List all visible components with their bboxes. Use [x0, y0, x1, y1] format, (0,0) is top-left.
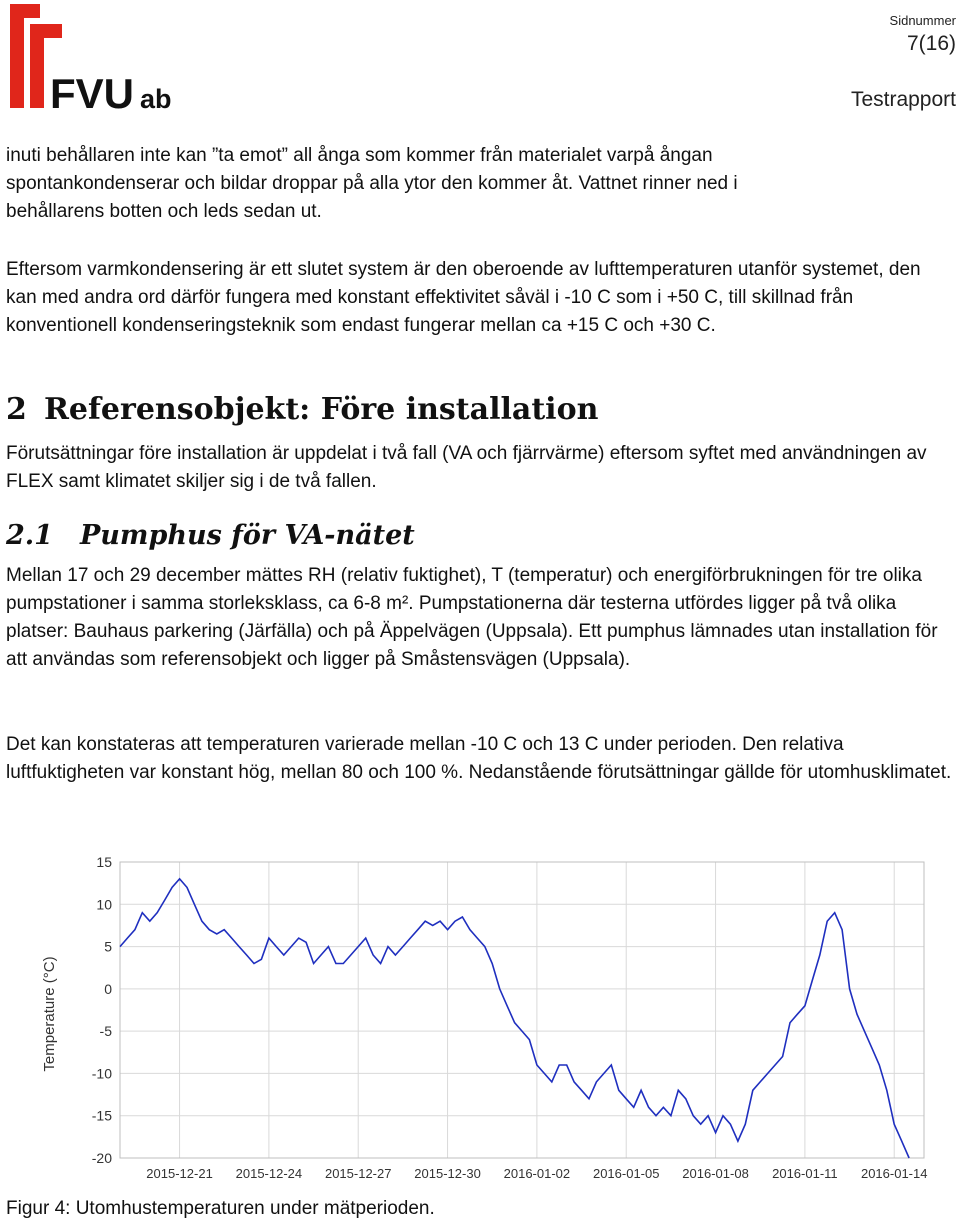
document-title: Testrapport	[850, 88, 956, 111]
x-tick-label: 2015-12-30	[414, 1166, 481, 1181]
x-tick-label: 2015-12-21	[146, 1166, 213, 1181]
x-tick-label: 2015-12-24	[235, 1166, 303, 1181]
x-tick-label: 2016-01-05	[592, 1166, 660, 1181]
y-tick-label: 10	[96, 896, 112, 913]
subsection-title: Pumphus för VA-nätet	[80, 520, 415, 551]
y-axis-ticks	[92, 854, 112, 1166]
logo-ab-text: ab	[140, 84, 172, 114]
company-logo	[6, 4, 181, 114]
figure-caption: Figur 4: Utomhustemperaturen under mätperioden.	[6, 1198, 435, 1219]
x-tick-label: 2016-01-11	[772, 1166, 838, 1181]
y-tick-label: -5	[99, 1023, 112, 1040]
y-tick-label: -20	[91, 1150, 112, 1166]
y-axis-label: Temperature (°C)	[41, 956, 58, 1072]
y-tick-label: 5	[104, 938, 112, 955]
chart-grid	[120, 862, 924, 1158]
x-tick-label: 2015-12-27	[324, 1166, 392, 1181]
section-heading-2	[6, 392, 598, 427]
page-number: 7(16)	[906, 32, 956, 55]
fvu-logo-icon	[6, 4, 181, 114]
paragraph-conditions: Förutsättningar före installation är uppdelat i två fall (VA och fjärrvärme) eftersom syftet med användningen av FLEX samt klimatet skiljer sig i de två fallen.	[6, 443, 927, 492]
x-tick-label: 2016-01-14	[860, 1166, 928, 1181]
y-tick-label: -15	[91, 1107, 112, 1124]
paragraph-warmcondensing: Eftersom varmkondensering är ett slutet system är den oberoende av lufttemperaturen utanför systemet, den kan med andra ord därför fungera med konstant effektivitet såväl i -10 C som i +50 C, till skillnad från konventionell kondenseringsteknik som endast fungerar mellan ca +15 C och +30 C.	[6, 259, 921, 336]
paragraph-measurements: Mellan 17 och 29 december mättes RH (relativ fuktighet), T (temperatur) och energiförbrukningen för tre olika pumpstationer i samma storleksklass, ca 6-8 m². Pumpstationerna där testerna utfördes ligger på två olika platser: Bauhaus parkering (Järfälla) och på Äppelvägen (Uppsala). Ett pumphus lämnades utan installation för att användas som referensobjekt och ligger på Småstensvägen (Uppsala).	[6, 565, 938, 670]
x-tick-label: 2016-01-02	[503, 1166, 571, 1181]
page-number-label: Sidnummer	[889, 13, 956, 28]
x-tick-label: 2016-01-08	[682, 1166, 749, 1181]
y-tick-label: 15	[96, 854, 112, 870]
paragraph-intro: inuti behållaren inte kan ”ta emot” all ånga som kommer från materialet varpå ångan spontankondenserar och bildar droppar på alla ytor den kommer åt. Vattnet rinner ned i behållarens botten och leds sedan ut.	[6, 145, 738, 222]
subsection-number: 2.1	[6, 520, 53, 551]
section-number: 2	[6, 392, 27, 427]
section-heading-2-1	[6, 520, 415, 551]
logo-fvu-text: FVU	[50, 70, 134, 114]
section-title: Referensobjekt: Före installation	[44, 392, 599, 427]
temperature-chart	[30, 848, 960, 1184]
plot-frame	[120, 862, 924, 1158]
y-tick-label: -10	[91, 1065, 112, 1082]
y-tick-label: 0	[104, 980, 112, 997]
x-axis-ticks	[146, 1166, 927, 1181]
paragraph-temperature: Det kan konstateras att temperaturen varierade mellan -10 C och 13 C under perioden. Den relativa luftfuktigheten var konstant hög, mellan 80 och 100 %. Nedanstående förutsättningar gällde för utomhusklimatet.	[6, 734, 952, 783]
